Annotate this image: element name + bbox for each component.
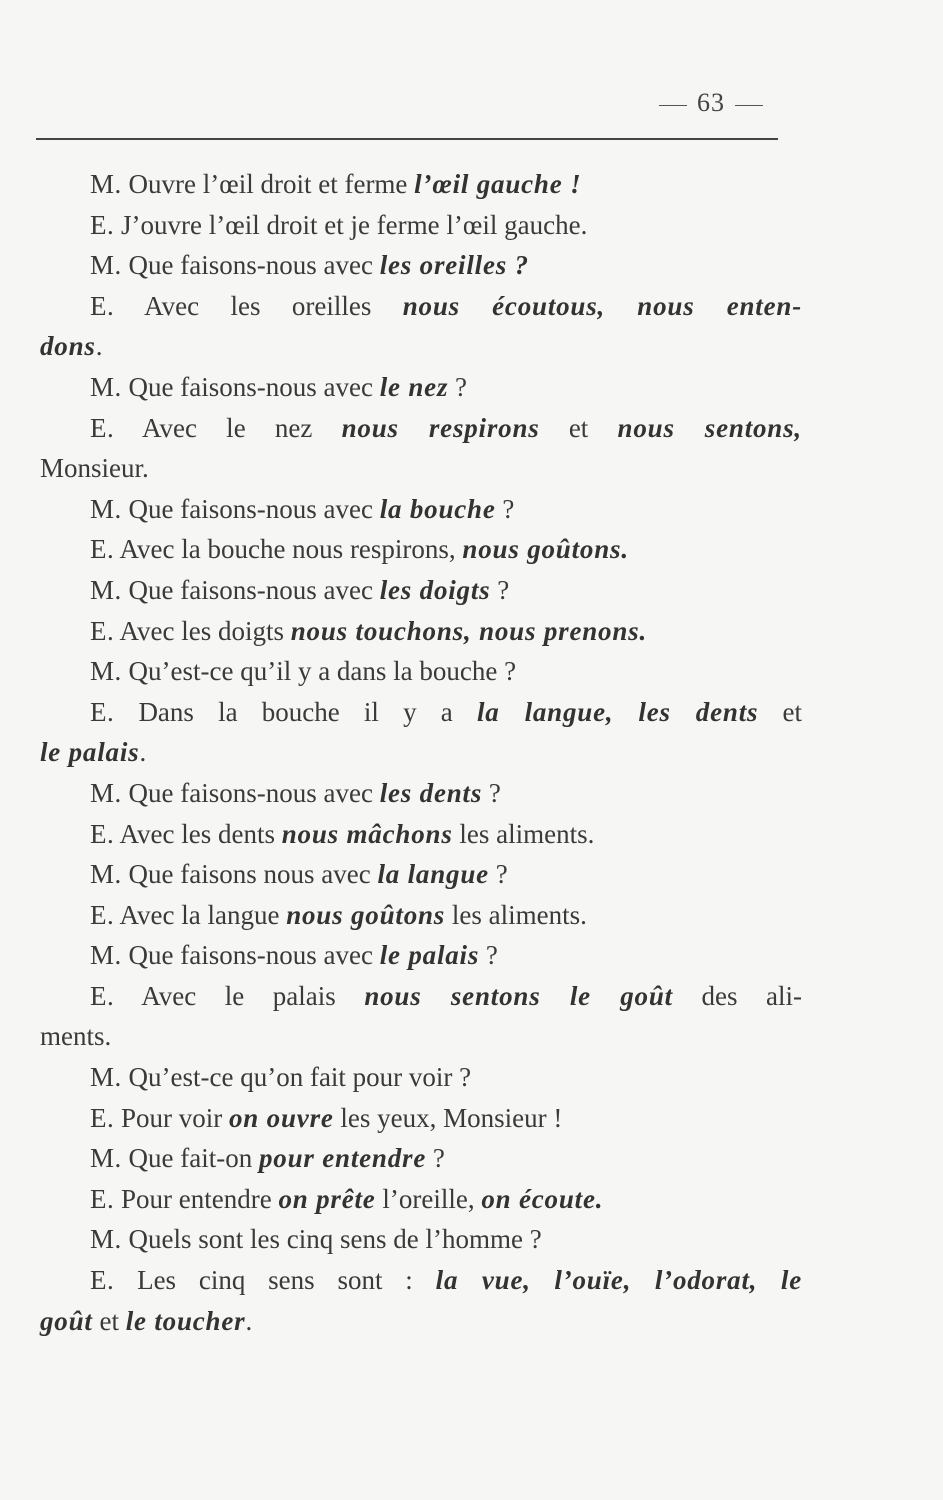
emphasized-text: nous écoutous, nous enten- [402, 290, 802, 321]
speaker-label: E. [90, 290, 115, 321]
emphasized-text: l’œil gauche ! [414, 169, 582, 199]
dialogue-line [40, 1098, 802, 1139]
dialogue-line [40, 651, 802, 692]
continuation-line [40, 732, 802, 773]
emphasized-text: le toucher [125, 1305, 246, 1336]
line-text: ? [448, 371, 467, 402]
dialogue-line [40, 773, 802, 814]
line-text: Avec la langue [119, 899, 287, 930]
line-text: Avec les dents [119, 818, 282, 849]
speaker-label: E. [90, 1183, 115, 1214]
dash-right [735, 105, 763, 106]
line-text: ? [482, 777, 501, 808]
dash-left [659, 105, 687, 106]
dialogue-line [40, 1179, 802, 1220]
speaker-label: M. [90, 777, 122, 808]
emphasized-text: nous sentons, [617, 412, 802, 443]
line-text: ments. [40, 1021, 112, 1052]
speaker-label: M. [90, 1062, 122, 1093]
dialogue-line [40, 1219, 802, 1260]
speaker-label: E. [90, 899, 115, 930]
emphasized-text: nous touchons, nous prenons. [290, 615, 648, 646]
speaker-label: E. [90, 980, 115, 1011]
line-text: Avec la bouche nous respirons, [119, 534, 463, 565]
dialogue-line [40, 1138, 802, 1179]
line-text: Pour voir [121, 1102, 229, 1133]
line-text: Qu’est-ce qu’il y a dans la bouche ? [128, 656, 517, 687]
line-text: Avec les oreilles [144, 290, 403, 321]
emphasized-text: les dents [379, 777, 483, 808]
emphasized-text: nous mâchons [281, 818, 453, 849]
line-text: J’ouvre l’œil droit et je ferme l’œil gauche. [121, 209, 588, 240]
dialogue-line [40, 205, 802, 246]
emphasized-text: on prête [278, 1183, 376, 1214]
line-text: Avec le palais [141, 980, 365, 1011]
dialogue-line [40, 245, 802, 286]
speaker-label: M. [90, 250, 122, 281]
header-rule [36, 138, 778, 140]
emphasized-text: les doigts [379, 574, 491, 605]
speaker-label: E. [90, 412, 115, 443]
dialogue-line [40, 854, 802, 895]
dialogue-line [40, 367, 802, 408]
line-text: Dans la bouche il y a [138, 696, 477, 727]
speaker-label: M. [90, 1224, 122, 1255]
dialogue-line [40, 976, 802, 1017]
emphasized-text: nous sentons le goût [364, 980, 673, 1011]
line-text: ? [488, 859, 508, 890]
line-text: les yeux, Monsieur ! [333, 1102, 563, 1133]
speaker-label: M. [90, 1143, 122, 1174]
dialogue-line [40, 164, 802, 205]
line-text: Avec les doigts [119, 615, 291, 646]
line-text: des ali- [672, 980, 802, 1011]
speaker-label: E. [90, 696, 115, 727]
dialogue-line [40, 895, 802, 936]
speaker-label: M. [90, 656, 122, 687]
speaker-label: M. [90, 493, 122, 524]
dialogue-line [40, 408, 802, 449]
line-text: Les cinq sens sont : [137, 1265, 436, 1296]
emphasized-text: dons [40, 331, 96, 362]
line-text: . [245, 1305, 253, 1336]
dialogue-line [40, 489, 802, 530]
line-text: ? [495, 493, 515, 524]
speaker-label: M. [90, 940, 122, 971]
page-number [649, 88, 773, 118]
continuation-line [40, 448, 802, 489]
line-text: ? [479, 940, 498, 971]
line-text: Que fait-on [128, 1143, 259, 1174]
speaker-label: E. [90, 615, 115, 646]
line-text: l’oreille, [375, 1183, 482, 1214]
dialogue-line [40, 935, 802, 976]
line-text: Que faisons-nous avec [128, 250, 380, 281]
line-text: Que faisons-nous avec [128, 493, 380, 524]
emphasized-text: les oreilles ? [379, 250, 529, 281]
emphasized-text: pour entendre [258, 1143, 427, 1174]
line-text: Ouvre l’œil droit et ferme [128, 169, 415, 199]
dialogue-line [40, 692, 802, 733]
emphasized-text: nous goûtons [286, 899, 446, 930]
line-text: Que faisons-nous avec [128, 371, 380, 402]
speaker-label: M. [90, 859, 122, 890]
line-text: les aliments. [452, 818, 595, 849]
emphasized-text: le palais [40, 737, 140, 768]
line-text: Avec le nez [142, 412, 342, 443]
continuation-line [40, 326, 802, 367]
continuation-line [40, 1016, 802, 1057]
emphasized-text: goût [40, 1305, 93, 1336]
emphasized-text: la bouche [379, 493, 496, 524]
line-text: Pour entendre [121, 1183, 279, 1214]
speaker-label: M. [90, 574, 122, 605]
dialogue-line [40, 529, 802, 570]
dialogue-line [40, 1057, 802, 1098]
line-text: . [139, 737, 147, 768]
continuation-line [40, 1301, 802, 1342]
dialogue-line [40, 611, 802, 652]
emphasized-text: le palais [379, 940, 480, 971]
line-text: et [92, 1305, 126, 1336]
speaker-label: E. [90, 1265, 115, 1296]
dialogue-text [40, 164, 802, 1341]
dialogue-line [40, 814, 802, 855]
line-text: Que faisons-nous avec [128, 777, 380, 808]
speaker-label: E. [90, 209, 115, 240]
emphasized-text: le nez [379, 371, 449, 402]
line-text: . [95, 331, 103, 362]
emphasized-text: la vue, l’ouïe, l’odorat, le [435, 1265, 803, 1296]
line-text: ? [490, 574, 510, 605]
dialogue-line [40, 1260, 802, 1301]
line-text: Que faisons nous avec [128, 859, 378, 890]
emphasized-text: nous goûtons. [462, 534, 629, 565]
emphasized-text: nous respirons [341, 412, 540, 443]
dialogue-line [40, 570, 802, 611]
line-text: Quels sont les cinq sens de l’homme ? [128, 1224, 542, 1255]
line-text: Que faisons-nous avec [128, 940, 380, 971]
dialogue-line [40, 286, 802, 327]
speaker-label: E. [90, 818, 115, 849]
speaker-label: E. [90, 1102, 115, 1133]
speaker-label: M. [90, 371, 122, 402]
line-text: Qu’est-ce qu’on fait pour voir ? [128, 1062, 472, 1093]
line-text: et [539, 412, 618, 443]
emphasized-text: on écoute. [481, 1183, 604, 1214]
line-text: Que faisons-nous avec [128, 574, 380, 605]
line-text: les aliments. [445, 899, 587, 930]
page-number-value: 63 [697, 88, 725, 117]
emphasized-text: la langue [377, 859, 489, 890]
line-text: et [758, 696, 802, 727]
line-text: ? [426, 1143, 445, 1174]
emphasized-text: on ouvre [229, 1102, 334, 1133]
speaker-label: E. [90, 534, 115, 565]
speaker-label: M. [90, 169, 122, 199]
emphasized-text: la langue, les dents [476, 696, 759, 727]
line-text: Monsieur. [40, 453, 149, 484]
